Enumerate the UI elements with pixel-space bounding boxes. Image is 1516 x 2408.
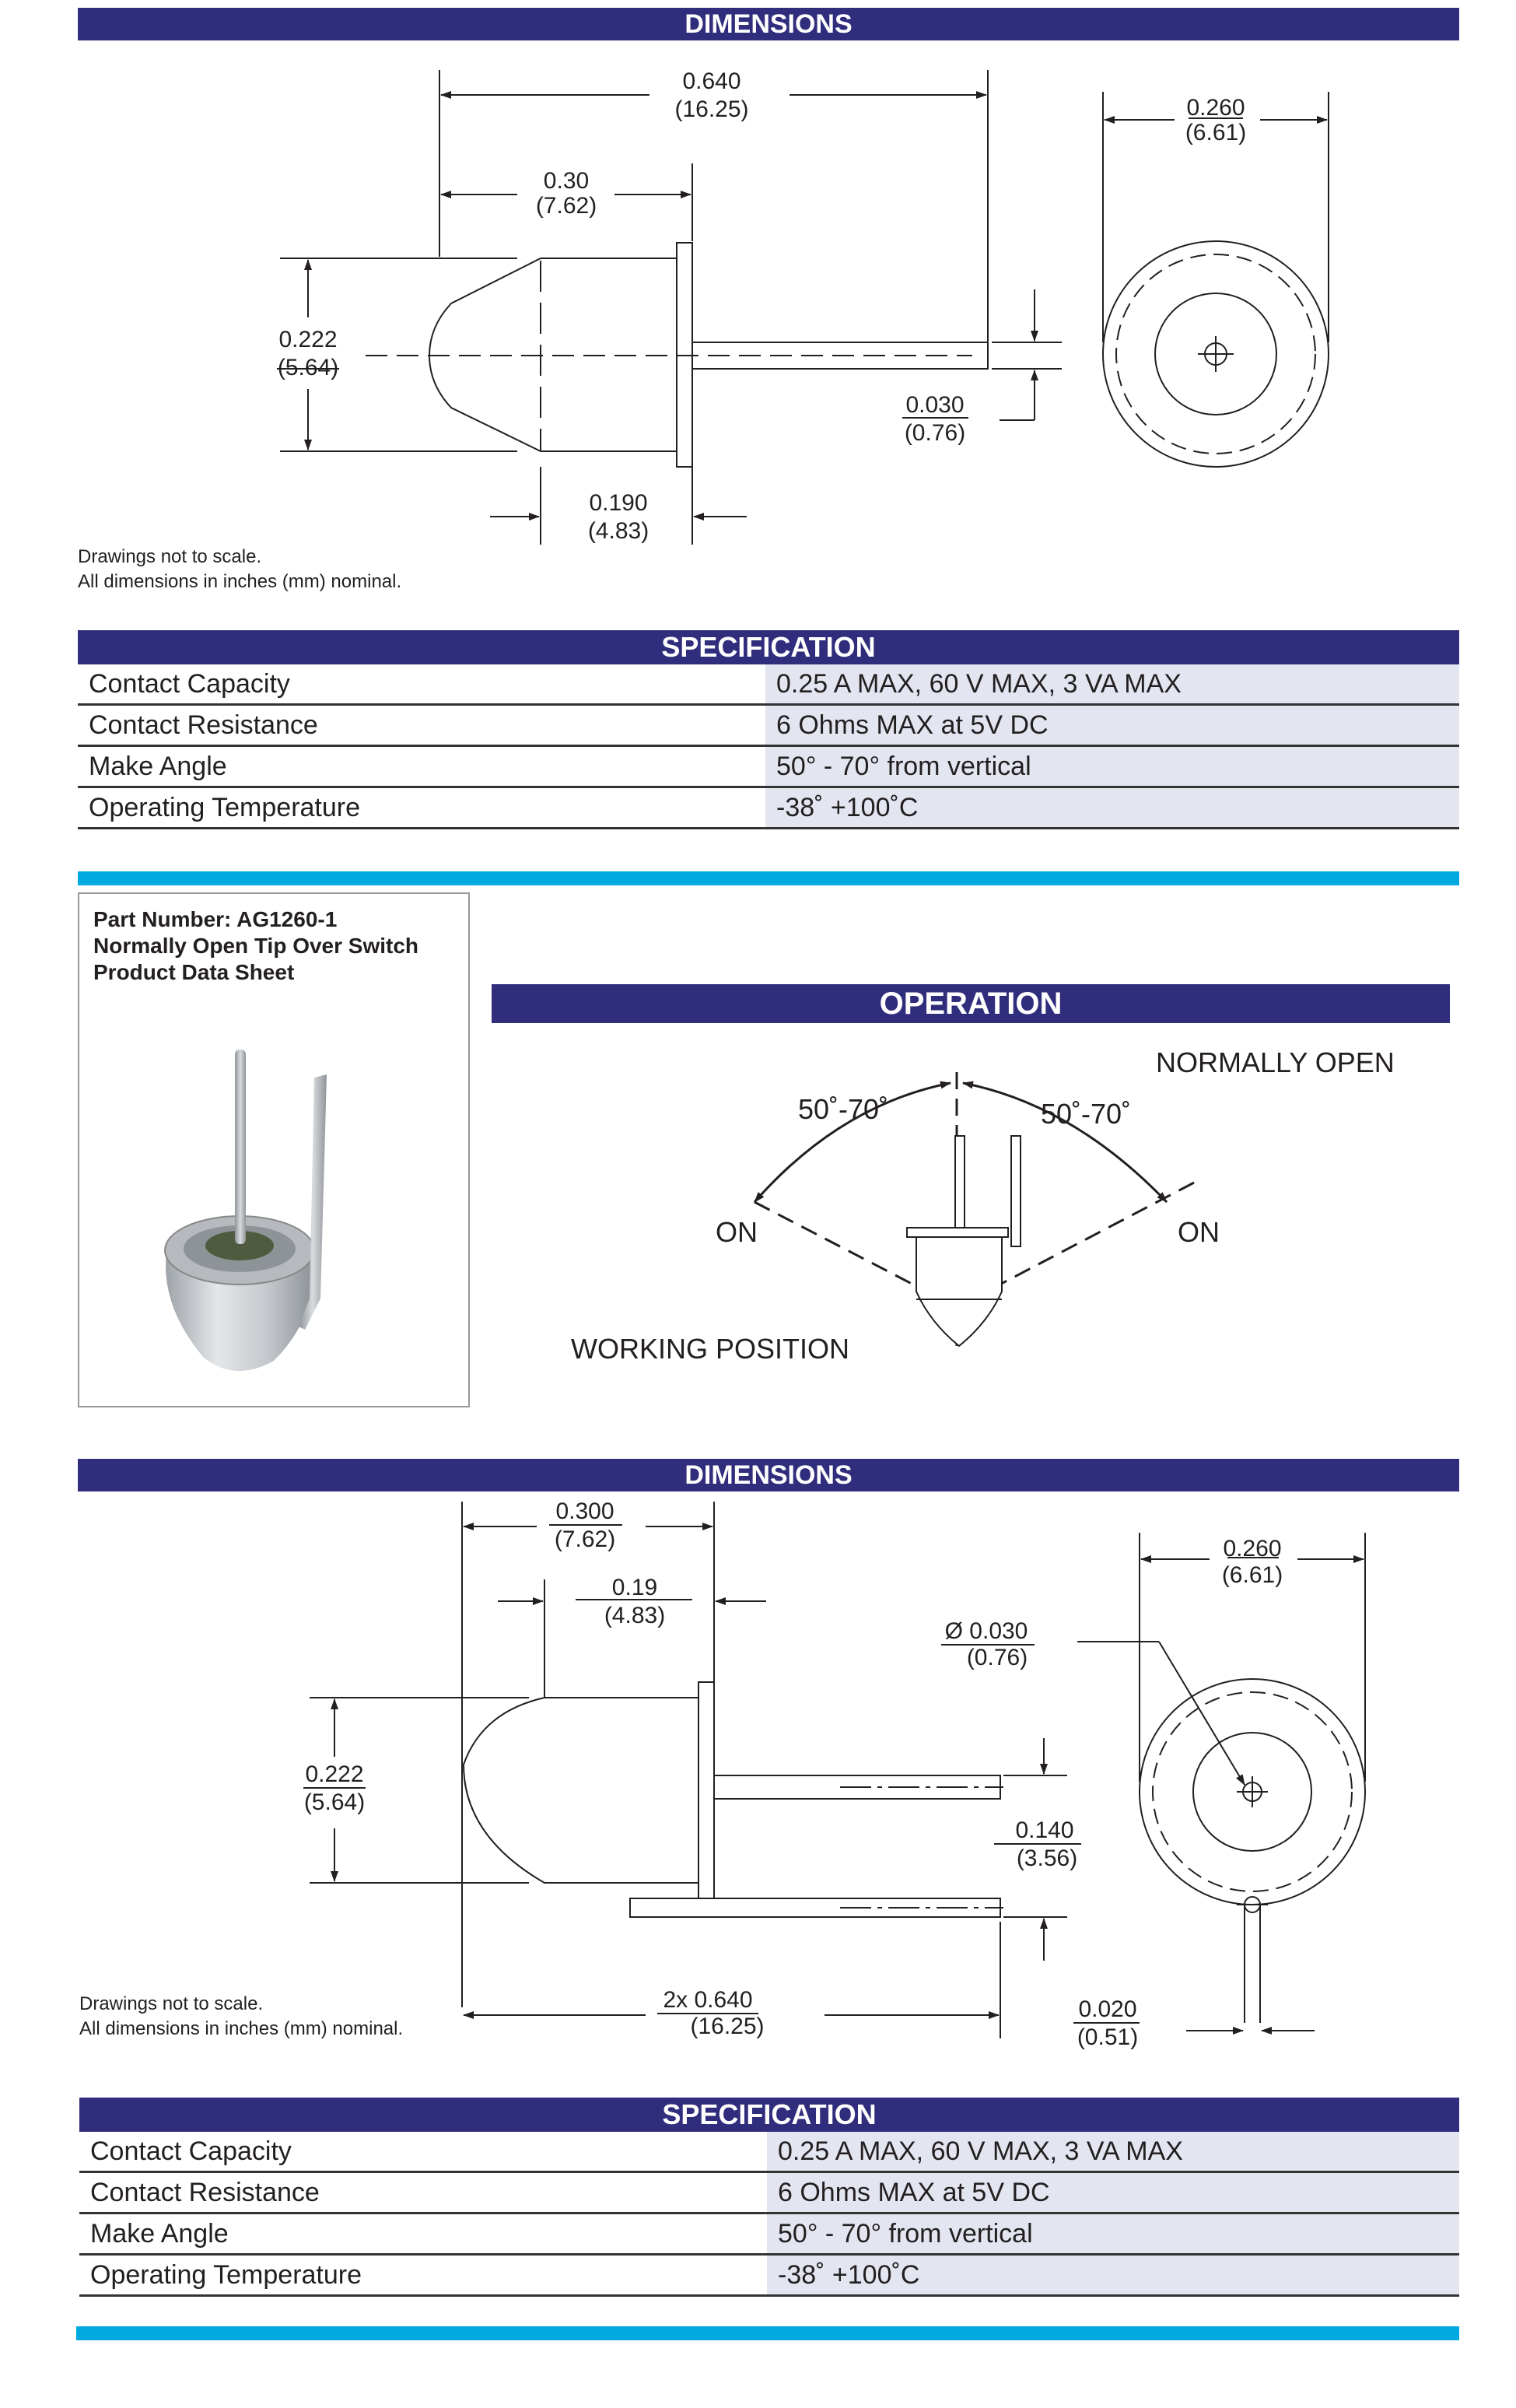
note-line-1: Drawings not to scale. <box>78 546 262 567</box>
accent-bar-2 <box>76 2326 1459 2340</box>
dim-tip-mm: (4.83) <box>587 518 649 544</box>
dim2-height-mm: (5.64) <box>303 1789 366 1815</box>
dim-pin-mm: (0.76) <box>904 420 966 446</box>
dim-overall-mm: (16.25) <box>674 96 749 122</box>
dim-pin-in: 0.030 <box>905 392 965 418</box>
on-right-label: ON <box>1178 1216 1220 1248</box>
dim2-pitch-in: 0.140 <box>1015 1817 1074 1843</box>
angle-right-label: 50˚-70˚ <box>1041 1098 1132 1130</box>
note-line-2: All dimensions in inches (mm) nominal. <box>79 2018 404 2039</box>
specification-banner-2: SPECIFICATION <box>79 2098 1459 2132</box>
dim2-tip-mm: (4.83) <box>604 1603 666 1628</box>
dim2-pin-in: 0.020 <box>1078 1996 1137 2022</box>
dim2-tip-in: 0.19 <box>611 1575 658 1600</box>
spec-label: Contact Capacity <box>78 664 765 705</box>
spec-value: 0.25 A MAX, 60 V MAX, 3 VA MAX <box>765 664 1459 705</box>
part-description: Normally Open Tip Over Switch <box>93 934 419 958</box>
dim2-pin-mm: (0.51) <box>1077 2024 1139 2050</box>
table-row <box>79 2132 1459 2172</box>
dim-dia-in: 0.260 <box>1186 95 1245 121</box>
spec-value: -38˚ +100˚C <box>765 787 1459 829</box>
spec-label: Contact Capacity <box>79 2132 767 2172</box>
spec-label: Make Angle <box>79 2213 767 2255</box>
dimensions-banner-2: DIMENSIONS <box>78 1459 1459 1491</box>
angle-left-label: 50˚-70˚ <box>798 1093 889 1125</box>
part-sheet-title: Product Data Sheet <box>93 960 295 984</box>
dim2-height-in: 0.222 <box>305 1761 364 1787</box>
dim2-body-in: 0.300 <box>555 1498 614 1524</box>
dimensions-banner-1: DIMENSIONS <box>78 8 1459 40</box>
dim2-length-in: 2x 0.640 <box>663 1987 753 2013</box>
spec-value: 50° - 70° from vertical <box>765 746 1459 787</box>
dim-height-mm: (5.64) <box>277 355 339 380</box>
drawing-note-2 <box>79 1992 403 2042</box>
dim2-body-mm: (7.62) <box>554 1526 616 1552</box>
specification-banner-1: SPECIFICATION <box>78 630 1459 664</box>
switch-body-outline-2 <box>464 1698 698 1883</box>
spec-value: 6 Ohms MAX at 5V DC <box>765 705 1459 746</box>
dim-body-in: 0.30 <box>543 168 590 194</box>
dim-dia-mm: (6.61) <box>1185 120 1247 145</box>
spec-value: 6 Ohms MAX at 5V DC <box>767 2172 1459 2213</box>
dim-overall-in: 0.640 <box>682 68 741 94</box>
table-row <box>79 2213 1459 2255</box>
note-line-1: Drawings not to scale. <box>79 1993 264 2014</box>
dim2-dia-in: 0.260 <box>1223 1536 1282 1562</box>
dim2-dia-mm: (6.61) <box>1221 1562 1283 1588</box>
dim-height-in: 0.222 <box>278 327 338 352</box>
dim2-pitch-mm: (3.56) <box>1016 1845 1078 1871</box>
dim2-hole-in: Ø 0.030 <box>944 1618 1028 1644</box>
working-position-label: WORKING POSITION <box>571 1333 850 1365</box>
spec-label: Contact Resistance <box>78 705 765 746</box>
operation-banner: OPERATION <box>492 984 1450 1023</box>
spec-value: -38˚ +100˚C <box>767 2255 1459 2296</box>
on-left-label: ON <box>716 1216 758 1248</box>
table-row <box>79 2255 1459 2296</box>
spec-value: 0.25 A MAX, 60 V MAX, 3 VA MAX <box>767 2132 1459 2172</box>
switch-flange-2 <box>698 1682 714 1898</box>
table-row <box>79 2172 1459 2213</box>
spec-label: Contact Resistance <box>79 2172 767 2213</box>
spec-label: Make Angle <box>78 746 765 787</box>
dim-body-mm: (7.62) <box>535 193 597 219</box>
part-number: Part Number: AG1260-1 <box>93 907 338 931</box>
spec-label: Operating Temperature <box>79 2255 767 2296</box>
dim-tip-in: 0.190 <box>589 490 648 516</box>
dim2-length-mm: (16.25) <box>690 2014 765 2039</box>
dim2-hole-mm: (0.76) <box>966 1645 1028 1670</box>
spec-table-2 <box>79 2132 1459 2297</box>
spec-label: Operating Temperature <box>78 787 765 829</box>
normally-open-label: NORMALLY OPEN <box>1156 1046 1395 1078</box>
spec-value: 50° - 70° from vertical <box>767 2213 1459 2255</box>
note-line-2: All dimensions in inches (mm) nominal. <box>78 571 402 592</box>
